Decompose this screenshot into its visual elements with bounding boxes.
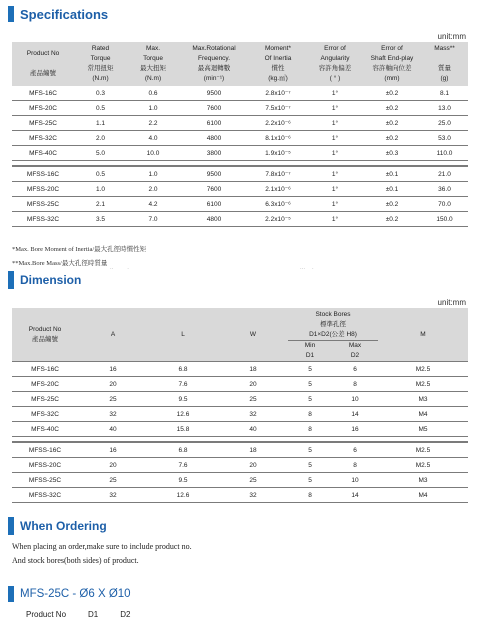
table-cell: 4.0	[127, 131, 179, 146]
heading-bar	[8, 517, 14, 535]
product-no-cell: MFSS-32C	[12, 488, 78, 503]
table-cell: 9500	[179, 86, 249, 101]
table-cell: 6100	[179, 116, 249, 131]
table-cell: 1°	[307, 116, 363, 131]
header-min: Min	[304, 342, 316, 349]
header-max: Max	[348, 342, 362, 349]
table-cell: 1.1	[74, 116, 127, 131]
product-no-cell: MFS-40C	[12, 422, 78, 437]
table-cell: 32	[78, 407, 148, 422]
table-cell: 10	[332, 473, 378, 488]
table-cell: 6.3x10⁻⁶	[249, 197, 307, 212]
table-cell: 25	[218, 392, 288, 407]
table-cell: 5.0	[74, 146, 127, 161]
spec-note-1: *Max. Bore Moment of Inertia/最大孔徑時慣性矩	[12, 246, 147, 253]
product-no-cell: MFSS-16C	[12, 166, 74, 182]
header-product-en: Product No	[28, 325, 62, 333]
table-cell: 9.5	[148, 392, 218, 407]
spec-header-line: 常用扭矩	[87, 65, 114, 72]
spec-header-line: 容許軸向位差	[372, 65, 412, 72]
header-stock-sub: D1×D2(公差 H8)	[309, 331, 357, 338]
table-row	[12, 458, 468, 473]
spec-header-line: ( ° )	[329, 75, 341, 82]
table-cell: ±0.2	[363, 116, 421, 131]
table-cell: 0.5	[74, 101, 127, 116]
spec-header-line: 慣性	[271, 65, 285, 72]
table-cell: 2.2	[127, 116, 179, 131]
spec-header-line: Frequency.	[197, 55, 231, 62]
table-cell: 25.0	[421, 116, 468, 131]
table-cell: 2.2x10⁻⁶	[249, 116, 307, 131]
table-cell: 9.5	[148, 473, 218, 488]
table-cell: 8	[288, 488, 332, 503]
table-cell: 8	[288, 422, 332, 437]
table-cell: 15.8	[148, 422, 218, 437]
table-cell: 4.2	[127, 197, 179, 212]
table-cell: M2.5	[378, 458, 468, 473]
heading-bar	[8, 6, 14, 22]
dimension-title: Dimension	[20, 273, 82, 287]
product-no-cell: MFS-32C	[12, 407, 78, 422]
table-cell: 9500	[179, 166, 249, 182]
product-no-cell: MFSS-20C	[12, 458, 78, 473]
table-row	[12, 212, 468, 227]
table-cell: 40	[218, 422, 288, 437]
table-cell: 14	[332, 488, 378, 503]
table-cell: 1°	[307, 212, 363, 227]
table-row	[12, 377, 468, 392]
header-a: A	[78, 308, 148, 362]
order-example-labels	[26, 610, 153, 619]
product-no-cell: MFS-20C	[12, 377, 78, 392]
table-cell: 40	[78, 422, 148, 437]
table-cell: M2.5	[378, 362, 468, 377]
table-cell: 7.6	[148, 458, 218, 473]
order-example	[8, 586, 131, 602]
table-cell: 16	[78, 362, 148, 377]
table-cell: ±0.2	[363, 86, 421, 101]
table-cell: 13.0	[421, 101, 468, 116]
table-cell: ±0.1	[363, 166, 421, 182]
table-cell: 110.0	[421, 146, 468, 161]
ordering-heading	[8, 517, 107, 535]
table-cell: 7.6	[148, 377, 218, 392]
table-cell: 6	[332, 362, 378, 377]
spec-header-cell	[74, 42, 127, 86]
table-cell: M3	[378, 392, 468, 407]
table-cell: 150.0	[421, 212, 468, 227]
table-cell: 5	[288, 442, 332, 458]
spec-header-cell	[307, 42, 363, 86]
spec-header-line: (g)	[440, 75, 449, 82]
label-d1: D1	[88, 610, 99, 619]
table-cell: 6.8	[148, 362, 218, 377]
table-cell: 7.0	[127, 212, 179, 227]
table-cell: 8.1x10⁻⁶	[249, 131, 307, 146]
header-product-zh: 產品編號	[32, 335, 58, 343]
table-cell: 14	[332, 407, 378, 422]
table-cell: 0.6	[127, 86, 179, 101]
spec-header-cell	[249, 42, 307, 86]
table-cell: 5	[288, 458, 332, 473]
product-no-cell: MFS-25C	[12, 116, 74, 131]
table-cell: 20	[78, 458, 148, 473]
table-cell: 25	[78, 392, 148, 407]
spec-header-line	[421, 54, 468, 64]
table-cell: 18	[218, 442, 288, 458]
spec-header-row	[12, 42, 468, 86]
label-product-no: Product No	[26, 610, 67, 619]
table-row	[12, 407, 468, 422]
table-cell: 36.0	[421, 182, 468, 197]
table-cell: 2.1x10⁻⁶	[249, 182, 307, 197]
table-cell: 3800	[179, 146, 249, 161]
product-no-cell: MFSS-20C	[12, 182, 74, 197]
table-cell: 8	[288, 407, 332, 422]
product-no-cell: MFSS-25C	[12, 197, 74, 212]
product-no-cell: MFSS-16C	[12, 442, 78, 458]
table-cell: 2.0	[127, 182, 179, 197]
table-cell: 4800	[179, 212, 249, 227]
specifications-heading	[8, 6, 108, 22]
specifications-table	[12, 42, 468, 227]
table-cell: 20	[78, 377, 148, 392]
table-cell: ±0.3	[363, 146, 421, 161]
table-row	[12, 182, 468, 197]
table-row	[12, 146, 468, 161]
spec-header-line: Torque	[143, 55, 163, 62]
table-row	[12, 86, 468, 101]
table-cell: 1°	[307, 101, 363, 116]
header-m: M	[378, 308, 468, 362]
spec-header-line: Of Inertia	[264, 55, 292, 62]
spec-header-line	[12, 59, 74, 69]
table-cell: 6.8	[148, 442, 218, 458]
spec-header-line: Angularity	[320, 55, 350, 62]
table-cell: M3	[378, 473, 468, 488]
spec-header-line: Torque	[90, 55, 111, 62]
table-row	[12, 166, 468, 182]
spec-header-line: Product No	[26, 50, 60, 57]
table-cell: 53.0	[421, 131, 468, 146]
spec-header-line: Rated	[91, 45, 110, 52]
dimension-header-row	[12, 308, 468, 341]
table-row	[12, 101, 468, 116]
table-cell: M2.5	[378, 442, 468, 458]
table-cell: 1°	[307, 86, 363, 101]
spec-header-line: Error of	[381, 45, 403, 52]
spec-header-line: Error of	[324, 45, 346, 52]
table-cell: M2.5	[378, 377, 468, 392]
table-cell: 1.0	[74, 182, 127, 197]
table-cell: ±0.2	[363, 197, 421, 212]
header-stock-zh: 標準孔徑	[320, 321, 346, 328]
spec-header-line: Max.	[145, 45, 161, 52]
spec-header-line: (min⁻¹)	[203, 75, 225, 82]
table-cell: 25	[78, 473, 148, 488]
decorative-dots-2: ··· ·	[300, 266, 314, 272]
table-cell: 21.0	[421, 166, 468, 182]
table-cell: 20	[218, 377, 288, 392]
table-cell: 5	[288, 362, 332, 377]
table-cell: 70.0	[421, 197, 468, 212]
product-no-cell: MFS-20C	[12, 101, 74, 116]
table-cell: 0.3	[74, 86, 127, 101]
table-cell: 10	[332, 392, 378, 407]
table-row	[12, 362, 468, 377]
product-no-cell: MFSS-32C	[12, 212, 74, 227]
table-cell: 5	[288, 473, 332, 488]
table-row	[12, 422, 468, 437]
header-stock-en: Stock Bores	[315, 311, 351, 318]
heading-bar	[8, 271, 14, 289]
table-row	[12, 442, 468, 458]
header-l: L	[148, 308, 218, 362]
table-cell: 1.0	[127, 101, 179, 116]
spec-header-line: 最大扭矩	[140, 65, 166, 72]
table-cell: 5	[288, 377, 332, 392]
table-cell: 10.0	[127, 146, 179, 161]
table-cell: 2.0	[74, 131, 127, 146]
table-cell: 1.0	[127, 166, 179, 182]
header-w: W	[218, 308, 288, 362]
table-cell: 7.8x10⁻⁷	[249, 166, 307, 182]
table-cell: ±0.2	[363, 101, 421, 116]
table-row	[12, 197, 468, 212]
table-cell: 7600	[179, 182, 249, 197]
order-example-text: MFS-25C - Ø6 X Ø10	[20, 588, 131, 600]
table-cell: 1°	[307, 131, 363, 146]
product-no-cell: MFS-32C	[12, 131, 74, 146]
table-cell: 8.1	[421, 86, 468, 101]
table-cell: 8	[332, 377, 378, 392]
spec-header-line: 質量	[438, 65, 451, 72]
table-cell: 7.5x10⁻⁷	[249, 101, 307, 116]
spec-header-line: 容許角偏差	[318, 65, 352, 72]
dimension-unit: unit:mm	[437, 298, 466, 307]
product-no-cell: MFS-40C	[12, 146, 74, 161]
table-cell: M4	[378, 488, 468, 503]
table-cell: 1°	[307, 166, 363, 182]
header-product-no	[12, 308, 78, 362]
heading-bar	[8, 586, 14, 602]
table-cell: 3.5	[74, 212, 127, 227]
table-cell: 5	[288, 392, 332, 407]
dimension-table	[12, 308, 468, 503]
table-cell: 0.5	[74, 166, 127, 182]
product-no-cell: MFS-16C	[12, 86, 74, 101]
spec-header-cell	[363, 42, 421, 86]
table-cell: 1°	[307, 197, 363, 212]
product-no-cell: MFSS-25C	[12, 473, 78, 488]
decorative-dots: ·· ·	[110, 266, 129, 272]
spec-header-line: Mass**	[434, 45, 455, 52]
table-cell: 1.9x10⁻⁵	[249, 146, 307, 161]
dimension-heading	[8, 271, 81, 289]
spec-header-line: (mm)	[384, 75, 400, 82]
table-cell: M5	[378, 422, 468, 437]
table-cell: 4800	[179, 131, 249, 146]
spec-header-line: Shaft End-play	[370, 55, 414, 62]
table-cell: ±0.1	[363, 182, 421, 197]
header-d1: D1	[288, 351, 332, 362]
table-cell: 32	[218, 488, 288, 503]
table-cell: 6	[332, 442, 378, 458]
table-cell: 12.6	[148, 407, 218, 422]
spec-header-line: 最高迴轉數	[197, 65, 231, 72]
spec-note-2: **Max.Bore Mass/最大孔徑時質量	[12, 260, 108, 267]
spec-header-cell	[421, 42, 468, 86]
table-cell: 18	[218, 362, 288, 377]
table-cell: 16	[332, 422, 378, 437]
table-cell: 16	[78, 442, 148, 458]
spec-header-line: (N.m)	[144, 75, 162, 82]
product-no-cell: MFS-25C	[12, 392, 78, 407]
spec-unit: unit:mm	[437, 32, 466, 41]
spec-header-line: Moment*	[264, 45, 291, 52]
table-cell: 2.1	[74, 197, 127, 212]
table-row	[12, 488, 468, 503]
spec-header-line: (N.m)	[92, 75, 109, 82]
spec-header-cell	[12, 42, 74, 86]
table-cell: 32	[218, 407, 288, 422]
header-d2: D2	[332, 351, 378, 362]
table-cell: 25	[218, 473, 288, 488]
spec-header-cell	[179, 42, 249, 86]
table-row	[12, 131, 468, 146]
table-cell: 2.2x10⁻⁵	[249, 212, 307, 227]
ordering-line-1: When placing an order,make sure to include product no.	[12, 542, 192, 551]
table-cell: 6100	[179, 197, 249, 212]
table-cell: M4	[378, 407, 468, 422]
table-cell: 32	[78, 488, 148, 503]
table-cell: 2.8x10⁻⁷	[249, 86, 307, 101]
spec-header-line: 產品編號	[30, 70, 56, 77]
table-cell: ±0.2	[363, 131, 421, 146]
table-cell: 1°	[307, 146, 363, 161]
table-cell: 7600	[179, 101, 249, 116]
header-stock-bores	[288, 308, 378, 341]
spec-header-line: (kg.㎡)	[268, 75, 288, 82]
spec-header-cell	[127, 42, 179, 86]
spec-header-line: Max.Rotational	[192, 45, 236, 52]
table-row	[12, 116, 468, 131]
table-cell: 20	[218, 458, 288, 473]
product-no-cell: MFS-16C	[12, 362, 78, 377]
ordering-title: When Ordering	[20, 519, 107, 533]
ordering-line-2: And stock bores(both sides) of product.	[12, 556, 139, 565]
specifications-title: Specifications	[20, 6, 109, 22]
table-cell: 12.6	[148, 488, 218, 503]
table-cell: ±0.2	[363, 212, 421, 227]
table-cell: 1°	[307, 182, 363, 197]
table-row	[12, 392, 468, 407]
table-cell: 8	[332, 458, 378, 473]
table-row	[12, 473, 468, 488]
label-d2: D2	[120, 610, 131, 619]
